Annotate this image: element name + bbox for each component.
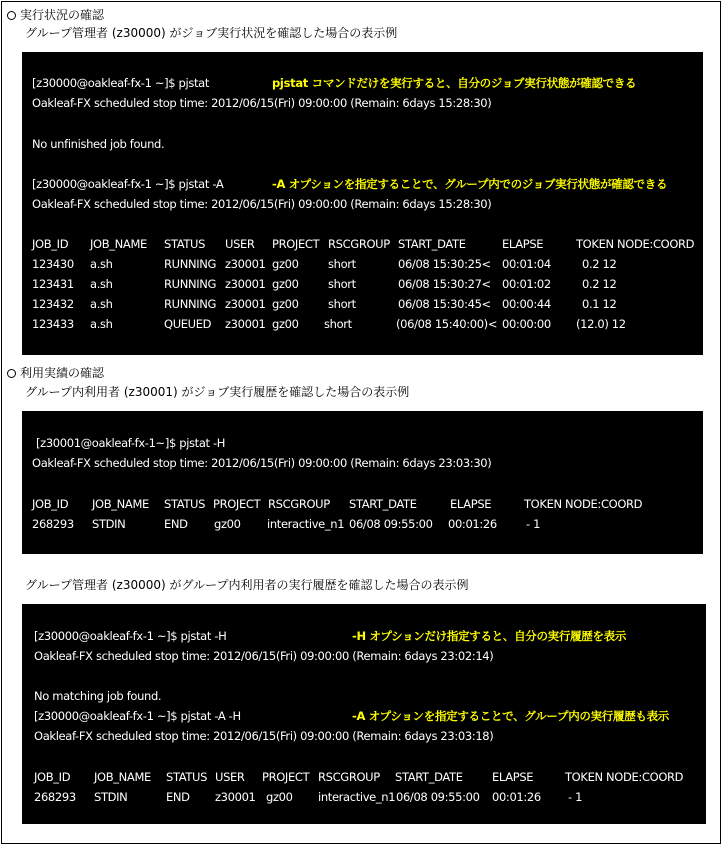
table-cell: RUNNING <box>164 257 217 271</box>
table-cell: z30001 <box>225 317 266 331</box>
output-line: Oakleaf-FX scheduled stop time: 2012/06/15(Fri) 09:00:00 (Remain: 6days 23:02:14) <box>34 649 494 663</box>
table-header: STATUS <box>164 497 206 511</box>
table-cell: 0.1 12 <box>582 297 617 311</box>
command-line: [z30001@oakleaf-fx-1~]$ pjstat -H <box>36 436 226 450</box>
table-header: STATUS <box>164 237 206 251</box>
table-header: TOKEN NODE:COORD <box>565 770 684 784</box>
table-cell: a.sh <box>90 297 113 311</box>
output-line: No unfinished job found. <box>32 137 165 151</box>
circle-bullet-icon <box>7 11 16 20</box>
table-cell: gz00 <box>272 257 299 271</box>
table-cell: short <box>328 297 356 311</box>
table-cell: a.sh <box>90 257 113 271</box>
command-line: [z30000@oakleaf-fx-1 ~]$ pjstat -A <box>32 177 224 191</box>
table-cell: 00:00:00 <box>502 317 551 331</box>
section2-subheading: グループ内利用者 (z30001) がジョブ実行履歴を確認した場合の表示例 <box>25 385 410 399</box>
table-header: PROJECT <box>262 770 310 784</box>
terminal-job-status <box>22 52 703 355</box>
section1-heading: 実行状況の確認 <box>7 8 104 23</box>
table-cell: gz00 <box>272 297 299 311</box>
table-cell: z30001 <box>225 277 266 291</box>
table-cell: 00:01:26 <box>448 517 497 531</box>
table-cell: gz00 <box>272 277 299 291</box>
table-cell: 06/08 15:30:25< <box>398 257 491 271</box>
table-cell: RUNNING <box>164 277 217 291</box>
table-cell: interactive_n1 <box>267 517 345 531</box>
table-cell: 0.2 12 <box>582 277 617 291</box>
table-header: PROJECT <box>213 497 261 511</box>
table-cell: z30001 <box>215 790 256 804</box>
table-cell: short <box>324 317 352 331</box>
table-cell: (12.0) 12 <box>576 317 626 331</box>
annotation-note: -A オプションを指定することで、グループ内でのジョブ実行状態が確認できる <box>272 177 668 191</box>
annotation-note: pjstat コマンドだけを実行すると、自分のジョブ実行状態が確認できる <box>272 76 637 90</box>
table-header: TOKEN NODE:COORD <box>524 497 643 511</box>
output-line: No matching job found. <box>34 689 162 703</box>
table-cell: 123432 <box>32 297 74 311</box>
table-cell: 06/08 09:55:00 <box>349 517 433 531</box>
output-line: Oakleaf-FX scheduled stop time: 2012/06/15(Fri) 09:00:00 (Remain: 6days 23:03:30) <box>32 456 492 470</box>
table-cell: END <box>166 790 190 804</box>
table-cell: gz00 <box>272 317 299 331</box>
table-cell: 00:00:44 <box>502 297 551 311</box>
table-cell: STDIN <box>92 517 126 531</box>
table-header: TOKEN NODE:COORD <box>576 237 695 251</box>
table-cell: END <box>164 517 188 531</box>
command-line: [z30000@oakleaf-fx-1 ~]$ pjstat -A -H <box>34 709 241 723</box>
table-cell: z30001 <box>225 257 266 271</box>
output-line: Oakleaf-FX scheduled stop time: 2012/06/15(Fri) 09:00:00 (Remain: 6days 23:03:18) <box>34 729 494 743</box>
terminal-user-history <box>22 411 703 554</box>
table-cell: short <box>328 277 356 291</box>
table-header: RSCGROUP <box>268 497 330 511</box>
table-header: ELAPSE <box>502 237 544 251</box>
table-header: JOB_ID <box>32 237 69 251</box>
terminal-group-history <box>22 604 706 824</box>
table-header: JOB_NAME <box>90 237 147 251</box>
annotation-note: -A オプションを指定することで、グループ内の実行履歴も表示 <box>352 709 669 723</box>
table-cell: 268293 <box>32 517 74 531</box>
table-header: START_DATE <box>395 770 463 784</box>
table-cell: RUNNING <box>164 297 217 311</box>
table-cell: STDIN <box>94 790 128 804</box>
table-header: STATUS <box>166 770 208 784</box>
table-header: START_DATE <box>349 497 417 511</box>
command-line: [z30000@oakleaf-fx-1 ~]$ pjstat <box>32 76 210 90</box>
table-header: START_DATE <box>398 237 466 251</box>
table-cell: gz00 <box>214 517 241 531</box>
table-cell: 06/08 15:30:27< <box>398 277 491 291</box>
table-cell: (06/08 15:40:00)< <box>396 317 498 331</box>
table-cell: a.sh <box>90 317 113 331</box>
table-cell: 268293 <box>34 790 76 804</box>
table-cell: 00:01:26 <box>492 790 541 804</box>
section3-subheading: グループ管理者 (z30000) がグループ内利用者の実行履歴を確認した場合の表示例 <box>25 578 469 592</box>
table-cell: 06/08 15:30:45< <box>398 297 491 311</box>
table-cell: interactive_n1 <box>318 790 396 804</box>
table-header: RSCGROUP <box>328 237 390 251</box>
circle-bullet-icon <box>7 369 16 378</box>
section2-heading: 利用実績の確認 <box>7 366 104 381</box>
table-cell: 123433 <box>32 317 74 331</box>
table-header: JOB_ID <box>32 497 69 511</box>
table-header: PROJECT <box>272 237 320 251</box>
section1-subheading: グループ管理者 (z30000) がジョブ実行状況を確認した場合の表示例 <box>25 26 398 40</box>
table-cell: 00:01:02 <box>502 277 551 291</box>
table-header: JOB_NAME <box>92 497 149 511</box>
table-header: JOB_ID <box>34 770 71 784</box>
table-header: ELAPSE <box>492 770 534 784</box>
output-line: Oakleaf-FX scheduled stop time: 2012/06/15(Fri) 09:00:00 (Remain: 6days 15:28:30) <box>32 197 492 211</box>
table-cell: 123431 <box>32 277 74 291</box>
output-line: Oakleaf-FX scheduled stop time: 2012/06/15(Fri) 09:00:00 (Remain: 6days 15:28:30) <box>32 96 492 110</box>
command-line: [z30000@oakleaf-fx-1 ~]$ pjstat -H <box>34 629 227 643</box>
table-cell: QUEUED <box>164 317 212 331</box>
table-header: RSCGROUP <box>318 770 380 784</box>
table-cell: - 1 <box>526 517 541 531</box>
table-cell: gz00 <box>266 790 293 804</box>
table-cell: 06/08 09:55:00 <box>396 790 480 804</box>
annotation-note: -H オプションだけ指定すると、自分の実行履歴を表示 <box>352 629 627 643</box>
document-frame <box>1 1 721 844</box>
table-cell: a.sh <box>90 277 113 291</box>
table-cell: 123430 <box>32 257 74 271</box>
table-header: JOB_NAME <box>94 770 151 784</box>
table-cell: 0.2 12 <box>582 257 617 271</box>
table-cell: - 1 <box>568 790 583 804</box>
table-cell: z30001 <box>225 297 266 311</box>
table-header: USER <box>215 770 245 784</box>
table-header: USER <box>225 237 255 251</box>
table-header: ELAPSE <box>450 497 492 511</box>
table-cell: 00:01:04 <box>502 257 551 271</box>
table-cell: short <box>328 257 356 271</box>
